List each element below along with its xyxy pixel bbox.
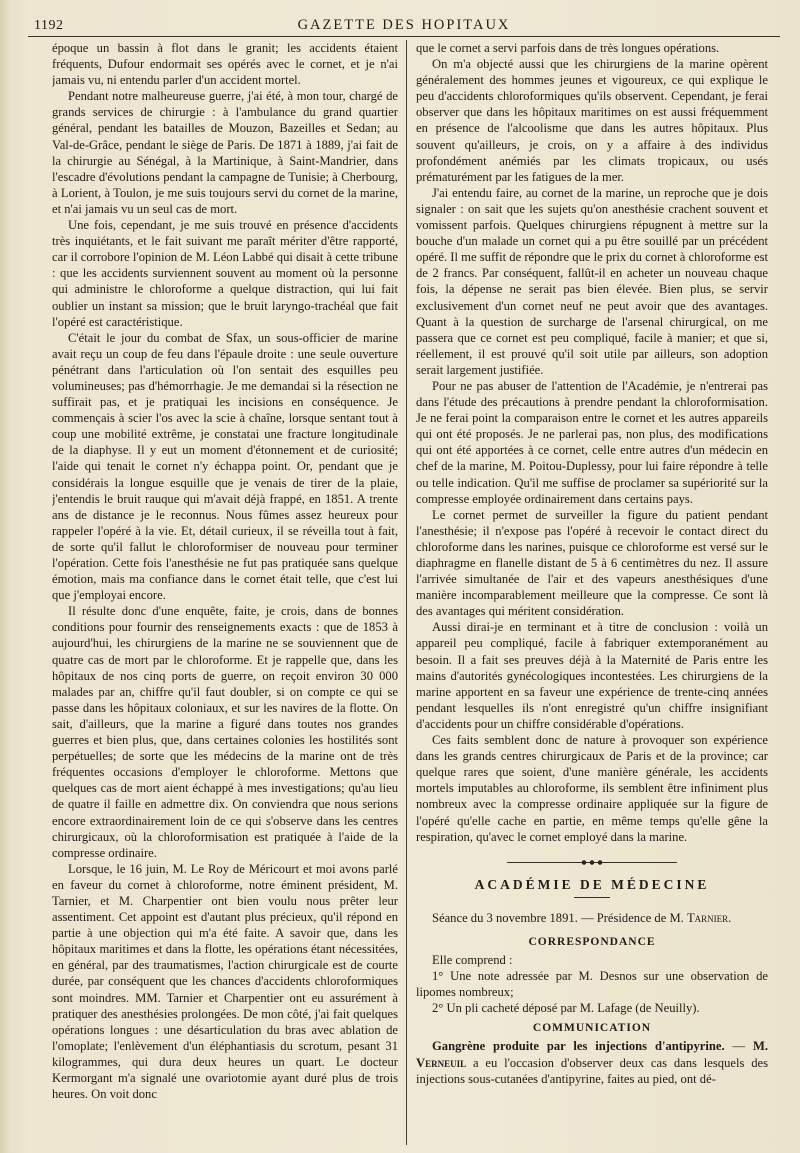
communication-title: COMMUNICATION <box>532 1022 652 1035</box>
communication-paragraph <box>416 1038 768 1086</box>
paragraph: On m'a objecté aussi que les chirurgiens de la marine opèrent généralement des hommes jeunes et vigoureux, ce qui explique le peu d'accidents chloroformiques qu'ils observent. Cependant, je ferai observer que dans les hôpitaux maritimes on est aussi fréquemment en présence de l'alcoolisme que dans les autres hôpitaux. Plus souvent qu'ailleurs, je crois, on y a affaire à des individus profondément anémiés par les climats tropicaux, ou usés prématurément par les fatigues de la mer. <box>416 57 768 184</box>
paragraph: C'était le jour du combat de Sfax, un sous-officier de marine avait reçu un coup de feu dans l'épaule droite : une seule ouverture pénétrant dans l'articulation où l'on sentait des esquilles peu volumineuses; pas d'hémorrhagie. Je me demandai si la résection ne suffirait pas, et je pratiquai les incisions en conséquence. Je commençais à scier l'os avec la scie à chaîne, lorsque sentant tout à coup une mobilité extrême, je constatai une fracture longitudinale de la diaphyse. Il y eut un moment d'étonnement et de curiosité; l'aide qui tenait le cornet n'y échappa point. Or, pendant que je considérais la longue esquille que je venais de tirer de la plaie, j'entendis le bruit rauque qui m'avait déjà frappé, en 1851. A trente ans de distance je le reconnus. Nous fûmes assez heureux pour rappeler l'opéré à la vie. Et, détail curieux, il se réveilla tout à fait, de sorte qu'il fallut le chloroformiser de nouveau pour terminer l'opération. Cette fois l'anesthésie ne fut pas pratiquée sans quelque émotion, mais ma confiance dans le cornet était telle, que c'est lui que j'employai encore. <box>52 330 398 603</box>
right-column <box>416 40 768 1145</box>
paragraph: Lorsque, le 16 juin, M. Le Roy de Méricourt et moi avons parlé en faveur du cornet à chloroforme, notre éminent président, M. Tarnier, et M. Charpentier ont bien voulu nous prêter leur assentiment. Cet appoint est d'autant plus précieux, qu'il répond en partie à une objection qui m'a été faite. A savoir que, dans les hôpitaux maritimes et dans la flotte, les opérations étant nécessitées, en général, par des traumatismes, l'action chirurgicale est de courte durée, par conséquent que les chances d'accidents chloroformiques sont moindres. MM. Tarnier et Charpentier ont eu assurément à pratiquer des anesthésies prolongées. De mon côté, j'ai fait quelques opérations longues : une désarticulation du bras avec ablation de l'omoplate; l'enlèvement d'un éléphantiasis du scrotum, pesant 31 kilogrammes, qui dura deux heures un quart. Le docteur Kermorgant m'a signalé une ovariotomie ayant duré plus de trois heures. On voit donc <box>52 861 398 1102</box>
page-number: 1192 <box>34 18 64 33</box>
column-divider <box>406 40 407 1145</box>
communication-author: M. Verneuil <box>416 1039 768 1070</box>
paragraph: J'ai entendu faire, au cornet de la marine, un reproche que je dois signaler : on sait que les sujets qu'on anesthésie crachent souvent et vomissent parfois. Quelques chirurgiens répugnent à mettre sur la bouche d'un malade un cornet qui a pu être souillé par un précédent opéré. Il me suffit de répondre que le prix du cornet à chloroforme est de 2 francs. Par conséquent, fallût-il en acheter un nouveau chaque fois, la dépense ne serait pas bien élevée. Bien plus, se servir exclusivement d'un cornet neuf ne peut avoir que des avantages. Quant à la question de surcharge de l'arsenal chirurgical, on me passera que ce cornet est peu compliqué, facile à manier; et que si, réellement, il est prouvé qu'il soit utile par ailleurs, son adoption serait largement justifiée. <box>416 185 768 377</box>
paragraph: Pour ne pas abuser de l'attention de l'Académie, je n'entrerai pas dans l'étude des précautions à prendre pendant la chloroformisation. Je ne ferai point la comparaison entre le cornet et les autres appareils qui ont été proposés. Je ne parlerai pas, non plus, des modifications qui ont été apportées à ce cornet, celle entre autres d'un médecin en chef de la marine, M. Poitou-Duplessy, pour lui faire répondre à telle ou telle indication. Qu'il me suffise de proclamer sa supériorité sur la compresse employée ordinairement dans certains pays. <box>416 378 768 506</box>
paragraph: Une fois, cependant, je me suis trouvé en présence d'accidents très inquiétants, et le fait suivant me paraît mériter d'être rapporté, car il corrobore l'opinion de M. Léon Labbé qui disait à cette tribune : que les accidents surviennent souvent au moment où la personne qui administre le chloroforme a quelque distraction, qui lui fait oublier un instant sa mission; que le bruit laryngo-trachéal que fait l'opéré est caractéristique. <box>52 218 398 329</box>
correspondance-line: Elle comprend : <box>432 952 513 967</box>
communication-dash: — <box>724 1039 753 1054</box>
seance-text: Séance du 3 novembre 1891. — Présidence de M. <box>432 910 684 925</box>
paragraph: Il résulte donc d'une enquête, faite, je crois, dans de bonnes conditions pour fournir des renseignements exacts : que de 1853 à aujourd'hui, les chirurgiens de la marine ne se souviennent que de quatre cas de mort par le chloroforme. Et je rappelle que, dans les hôpitaux de nos cinq ports de guerre, on reçoit environ 30 000 malades par an, chiffre qu'il faut doubler, si on compte ce qui se passe dans les hôpitaux coloniaux, et sur les navires de la flotte. On sait, d'ailleurs, que la marine a figuré dans toutes nos grandes guerres et bien plus, que, dans certaines colonies les hostilités sont perpétuelles; de sorte que les médecins de la marine ont de très fréquentes occasions d'employer le chloroforme. Mettons que quelques cas de mort aient échappé à mes investigations; qu'au lieu de quatre il faille en admettre dix. On conviendra que nous serions encore extraordinairement loin de ce qui s'observe dans les centres chirurgicaux, où la chloroformisation est pratiquée à l'aide de la compresse ordinaire. <box>52 604 398 860</box>
paragraph: Pendant notre malheureuse guerre, j'ai été, à mon tour, chargé de grands services de chirurgie : à l'ambulance du grand quartier général, pendant les batailles de Mouzon, Bazeilles et Sedan; au Val-de-Grâce, pendant le siège de Paris. De 1871 à 1889, j'ai fait de la chirurgie au Sénégal, à la Martinique, à Saint-Mandrier, dans l'escadre d'évolutions pendant la campagne de Tunisie; à Cherbourg, à Lorient, à Toulon, je me suis toujours servi du cornet de la marine, et n'ai jamais vu un seul cas de mort. <box>52 89 398 216</box>
seance-president: Tarnier. <box>686 910 732 925</box>
correspondance-title: CORRESPONDANCE <box>528 935 656 948</box>
left-column <box>52 40 398 1145</box>
paragraph: Ces faits semblent donc de nature à provoquer son expérience dans les grands centres chirurgicaux de Paris et de la province; car quelque rares que soient, d'une manière générale, les accidents mortels imputables au chloroforme, ils semblent être infiniment plus nombreux avec la compresse ordinaire appliquée sur la figure de l'opéré qu'elle cache en partie, en même temps qu'elle gêne la respiration, qu'avec le cornet employé dans la marine. <box>416 733 768 844</box>
ornamental-separator <box>507 859 677 867</box>
short-rule <box>574 897 610 898</box>
paragraph: Le cornet permet de surveiller la figure du patient pendant l'anesthésie; il n'expose pas l'opéré à recevoir le contact direct du chloroforme dans les narines, puisque ce chloroforme est versé sur le diaphragme en flanelle distant de 5 à 6 centimètres du nez. Il assure l'arrivée simultanée de l'air et des vapeurs anesthésiques d'une manière incomparablement meilleure que la compresse. Ce sont là des avantages qui méritent considération. <box>416 507 768 619</box>
page-header <box>28 14 780 37</box>
correspondance-line: 2° Un pli cacheté déposé par M. Lafage (de Neuilly). <box>432 1001 700 1016</box>
communication-lead: Gangrène produite par les injections d'antipyrine. <box>432 1039 725 1054</box>
section-title: ACADÉMIE DE MÉDECINE <box>474 876 710 892</box>
running-title: GAZETTE DES HOPITAUX <box>297 17 511 33</box>
seance-line <box>416 910 768 926</box>
paragraph: que le cornet a servi parfois dans de très longues opérations. <box>416 41 720 55</box>
paragraph: Aussi dirai-je en terminant et à titre de conclusion : voilà un appareil peu compliqué, facile à fabriquer extemporanément au besoin. Il a fait ses preuves déjà à la Maternité de Paris entre les mains d'autorités gynécologiques incontestées. Les chirurgiens de la marine apportent en sa faveur une expérience de trente-cinq années pendant lesquelles ils n'ont enregistré qu'un chiffre insignifiant d'accidents pour un chiffre considérable d'opérations. <box>416 620 768 731</box>
paragraph: époque un bassin à flot dans le granit; les accidents étaient fréquents, Dufour endormait ses opérés avec le cornet, et je n'ai jamais vu, ni entendu parler d'un accident mortel. <box>52 41 398 88</box>
communication-text: a eu l'occasion d'observer deux cas dans lesquels des injections sous-cutanées d'antipyrine, faites au pied, ont dé- <box>416 1055 768 1086</box>
correspondance-line: 1° Une note adressée par M. Desnos sur une observation de lipomes nombreux; <box>416 969 768 1000</box>
